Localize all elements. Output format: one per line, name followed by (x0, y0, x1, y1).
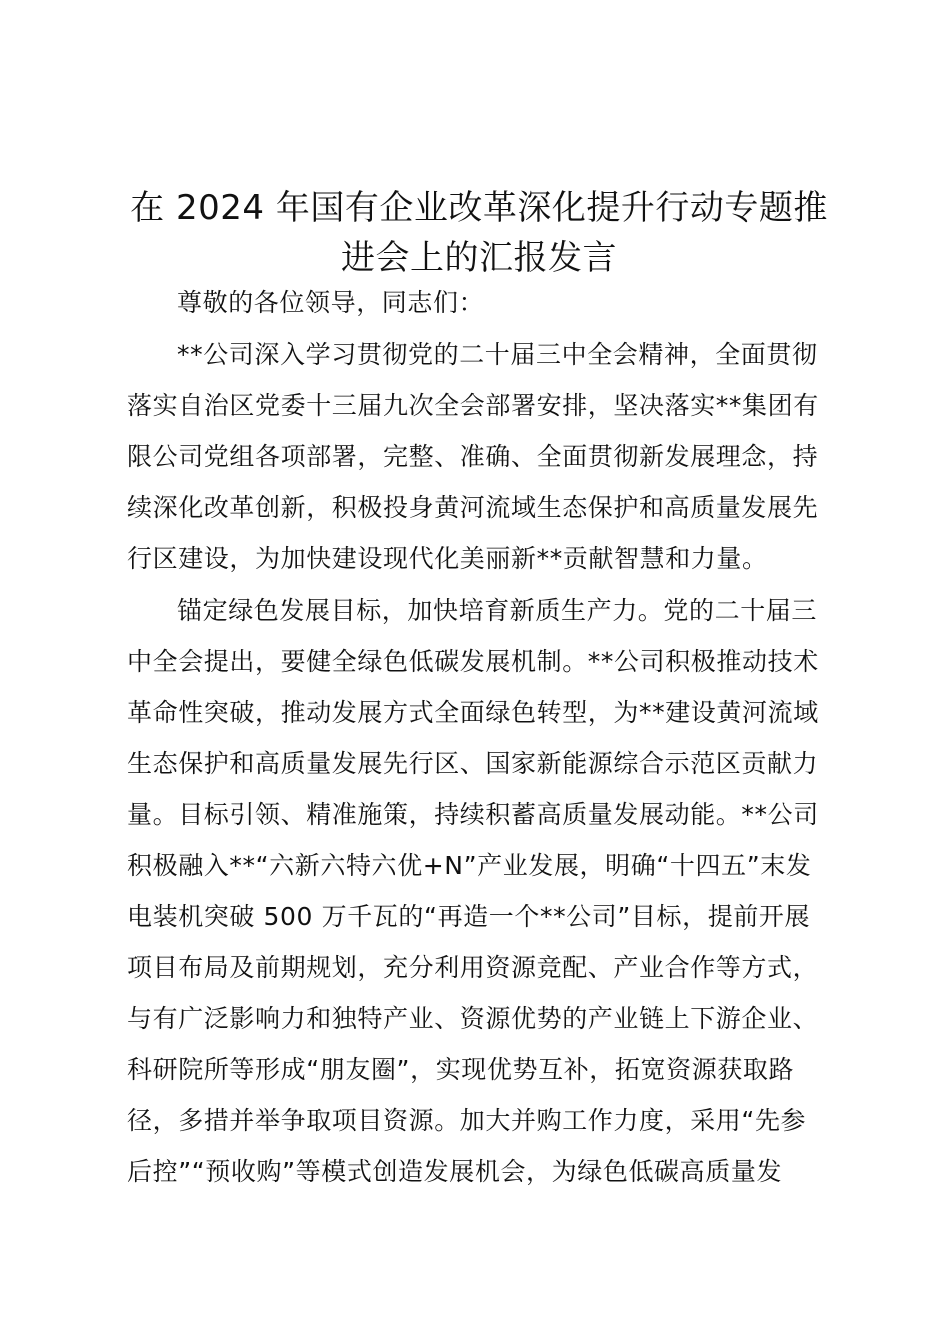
document-title (120, 183, 838, 283)
paragraph-line: 科研院所等形成“朋友圈”，实现优势互补，拓宽资源获取路 (127, 1055, 795, 1084)
paragraph-line: 与有广泛影响力和独特产业、资源优势的产业链上下游企业、 (127, 1004, 819, 1033)
paragraph-line: 径，多措并举争取项目资源。加大并购工作力度，采用“先参 (127, 1106, 807, 1135)
paragraph-line: **公司深入学习贯彻党的二十届三中全会精神，全面贯彻 (177, 340, 818, 369)
paragraph-line: 中全会提出，要健全绿色低碳发展机制。**公司积极推动技术 (127, 647, 819, 676)
paragraph-line: 积极融入**“六新六特六优+N”产业发展，明确“十四五”末发 (127, 851, 812, 880)
paragraph-line: 生态保护和高质量发展先行区、国家新能源综合示范区贡献力 (127, 749, 819, 778)
paragraph-line: 续深化改革创新，积极投身黄河流域生态保护和高质量发展先 (127, 493, 819, 522)
paragraph-line: 项目布局及前期规划，充分利用资源竞配、产业合作等方式， (127, 953, 819, 982)
paragraph-line: 革命性突破，推动发展方式全面绿色转型，为**建设黄河流域 (127, 698, 819, 727)
paragraph-line: 落实自治区党委十三届九次全会部署安排，坚决落实**集团有 (127, 391, 819, 420)
paragraph-line: 电装机突破 500 万千瓦的“再造一个**公司”目标，提前开展 (127, 902, 811, 931)
paragraph-line: 锚定绿色发展目标，加快培育新质生产力。党的二十届三 (177, 596, 818, 625)
title-line-1: 在 2024 年国有企业改革深化提升行动专题推 (130, 188, 828, 228)
paragraph-line: 后控”“预收购”等模式创造发展机会，为绿色低碳高质量发 (127, 1157, 783, 1186)
title-line-2: 进会上的汇报发言 (341, 238, 617, 278)
paragraph-line: 量。目标引领、精准施策，持续积蓄高质量发展动能。**公司 (127, 800, 819, 829)
paragraph-line: 行区建设，为加快建设现代化美丽新**贡献智慧和力量。 (127, 544, 768, 573)
paragraph-line: 限公司党组各项部署，完整、准确、全面贯彻新发展理念，持 (127, 442, 819, 471)
salutation: 尊敬的各位领导，同志们： (177, 288, 485, 317)
